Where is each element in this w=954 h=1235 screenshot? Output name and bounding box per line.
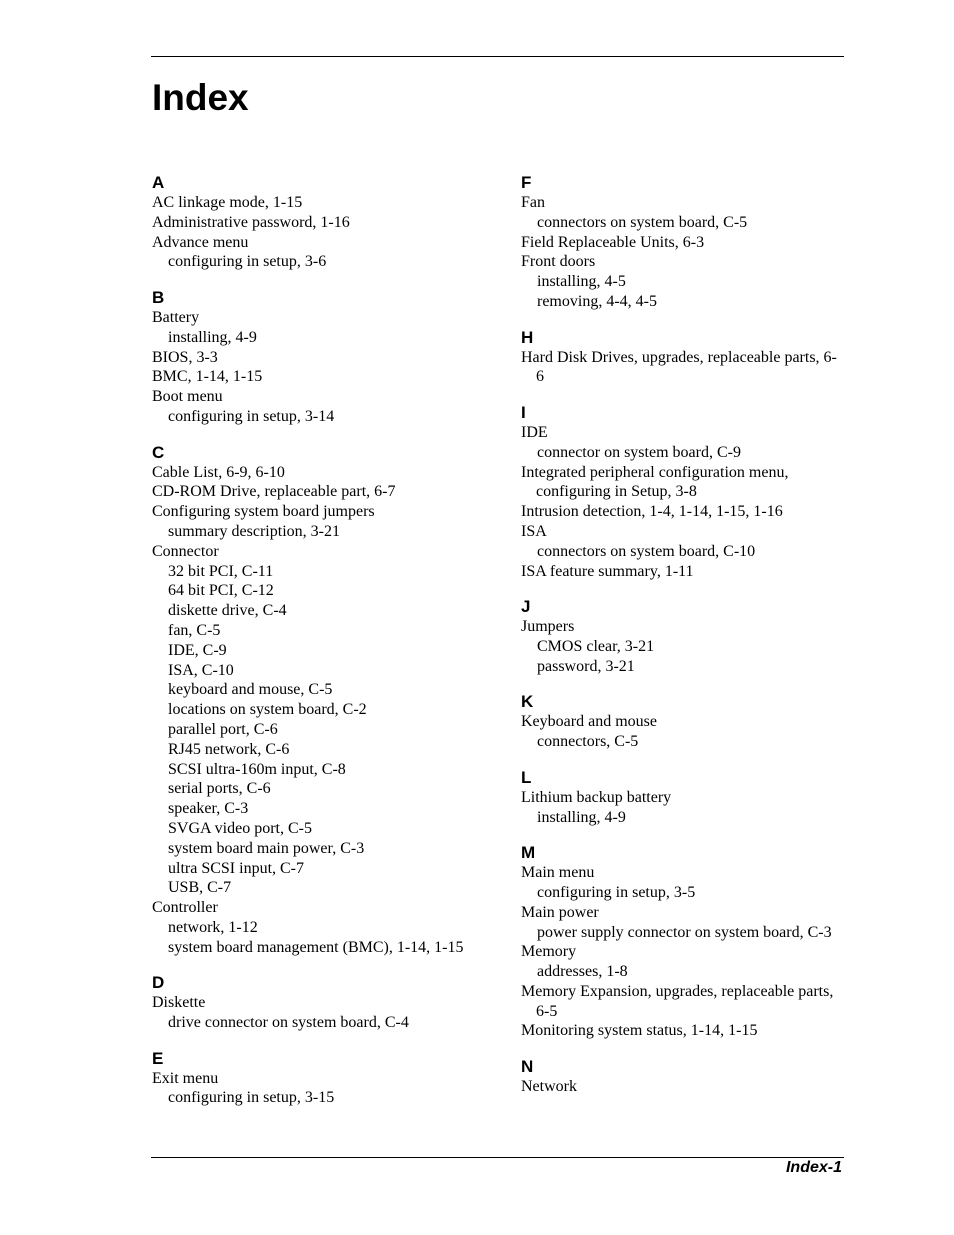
index-entry: Monitoring system status, 1-14, 1-15: [521, 1022, 758, 1040]
section-letter: I: [521, 402, 526, 422]
index-section-c: [152, 443, 482, 958]
index-section-l: [521, 768, 841, 828]
index-entry: ISA feature summary, 1-11: [521, 562, 694, 580]
index-subentry: speaker, C-3: [168, 800, 249, 818]
index-section-e: [152, 1049, 482, 1109]
index-entry: Boot menu: [152, 388, 223, 406]
index-subentry: system board main power, C-3: [168, 839, 365, 857]
index-subentry: SVGA video port, C-5: [168, 819, 312, 837]
index-subentry: installing, 4-5: [537, 273, 626, 291]
section-letter: M: [521, 843, 536, 863]
index-entry: Hard Disk Drives, upgrades, replaceable parts, 6-6: [521, 348, 837, 386]
index-entry: Controller: [152, 899, 218, 917]
index-subentry: configuring in setup, 3-6: [168, 253, 327, 271]
section-letter: H: [521, 327, 534, 347]
index-entry: ISA: [521, 522, 547, 540]
section-letter: N: [521, 1057, 534, 1077]
index-subentry: drive connector on system board, C-4: [168, 1014, 409, 1032]
section-letter: K: [521, 692, 534, 712]
index-subentry: installing, 4-9: [537, 808, 626, 826]
index-section-f: [521, 173, 841, 312]
index-subentry: keyboard and mouse, C-5: [168, 681, 333, 699]
index-subentry: SCSI ultra-160m input, C-8: [168, 760, 346, 778]
index-section-a: [152, 173, 482, 272]
index-entry: BMC, 1-14, 1-15: [152, 368, 263, 386]
index-entry: Lithium backup battery: [521, 788, 672, 806]
index-subentry: CMOS clear, 3-21: [537, 637, 655, 655]
index-entry: Battery: [152, 308, 200, 326]
index-subentry: IDE, C-9: [168, 641, 227, 659]
index-subentry: fan, C-5: [168, 621, 221, 639]
index-column-right: [521, 173, 841, 1113]
index-entry: Memory Expansion, upgrades, replaceable parts, 6-5: [521, 982, 834, 1020]
section-letter: J: [521, 597, 531, 617]
section-letter: C: [152, 442, 165, 462]
index-subentry: USB, C-7: [168, 879, 232, 897]
index-subentry: connectors, C-5: [537, 733, 639, 751]
index-entry: Fan: [521, 194, 545, 211]
index-subentry: configuring in setup, 3-14: [168, 407, 335, 425]
index-subentry: connectors on system board, C-5: [537, 213, 748, 231]
index-subentry: network, 1-12: [168, 918, 258, 936]
index-entry: Field Replaceable Units, 6-3: [521, 233, 705, 251]
index-subentry: diskette drive, C-4: [168, 602, 287, 620]
index-entry: Main menu: [521, 864, 595, 882]
index-entry: Front doors: [521, 253, 596, 271]
index-entry: Advance menu: [152, 233, 249, 251]
index-entry: Keyboard and mouse: [521, 713, 657, 731]
index-subentry: configuring in setup, 3-15: [168, 1089, 335, 1107]
index-section-n: [521, 1057, 841, 1097]
index-entry: Configuring system board jumpers: [152, 503, 375, 521]
section-letter: F: [521, 173, 532, 192]
index-section-k: [521, 692, 841, 752]
index-subentry: addresses, 1-8: [537, 963, 628, 981]
index-subentry: parallel port, C-6: [168, 720, 278, 738]
index-entry: Main power: [521, 903, 599, 921]
index-entry: Integrated peripheral configuration menu, configuring in Setup, 3-8: [521, 463, 789, 501]
index-entry: IDE: [521, 423, 548, 441]
index-section-b: [152, 288, 482, 427]
index-subentry: 64 bit PCI, C-12: [168, 582, 274, 600]
index-entry: Jumpers: [521, 618, 575, 636]
index-subentry: ISA, C-10: [168, 661, 234, 679]
index-section-m: [521, 843, 841, 1041]
index-section-j: [521, 597, 841, 676]
index-subentry: connector on system board, C-9: [537, 443, 741, 461]
index-section-i: [521, 403, 841, 581]
page-title: Index: [152, 77, 249, 118]
index-section-h: [521, 328, 841, 388]
index-entry: Memory: [521, 943, 577, 961]
index-subentry: power supply connector on system board, C-3: [537, 923, 832, 941]
section-letter: B: [152, 287, 165, 307]
index-section-d: [152, 973, 482, 1033]
index-subentry: RJ45 network, C-6: [168, 740, 290, 758]
index-subentry: 32 bit PCI, C-11: [168, 562, 274, 580]
section-letter: E: [152, 1048, 164, 1068]
index-entry: Diskette: [152, 994, 206, 1012]
index-column-left: [152, 173, 482, 1124]
index-entry: Exit menu: [152, 1069, 219, 1087]
index-subentry: removing, 4-4, 4-5: [537, 292, 657, 310]
index-subentry: system board management (BMC), 1-14, 1-15: [168, 938, 464, 956]
index-entry: Connector: [152, 542, 219, 560]
index-subentry: ultra SCSI input, C-7: [168, 859, 305, 877]
index-entry: Administrative password, 1-16: [152, 213, 350, 231]
index-subentry: configuring in setup, 3-5: [537, 883, 696, 901]
bottom-rule: [151, 1157, 844, 1158]
index-entry: Cable List, 6-9, 6-10: [152, 463, 285, 481]
section-letter: L: [521, 767, 532, 787]
index-entry: Network: [521, 1078, 577, 1096]
section-letter: D: [152, 973, 165, 993]
index-subentry: password, 3-21: [537, 657, 635, 675]
index-subentry: locations on system board, C-2: [168, 701, 367, 719]
section-letter: A: [152, 173, 165, 192]
index-entry: BIOS, 3-3: [152, 348, 218, 366]
index-subentry: installing, 4-9: [168, 328, 257, 346]
index-entry: Intrusion detection, 1-4, 1-14, 1-15, 1-16: [521, 503, 783, 521]
index-entry: AC linkage mode, 1-15: [152, 194, 303, 211]
top-rule: [151, 56, 844, 57]
index-entry: CD-ROM Drive, replaceable part, 6-7: [152, 483, 396, 501]
index-subentry: serial ports, C-6: [168, 780, 271, 798]
page-number: Index-1: [785, 1159, 842, 1176]
index-subentry: connectors on system board, C-10: [537, 542, 756, 560]
index-subentry: summary description, 3-21: [168, 522, 340, 540]
